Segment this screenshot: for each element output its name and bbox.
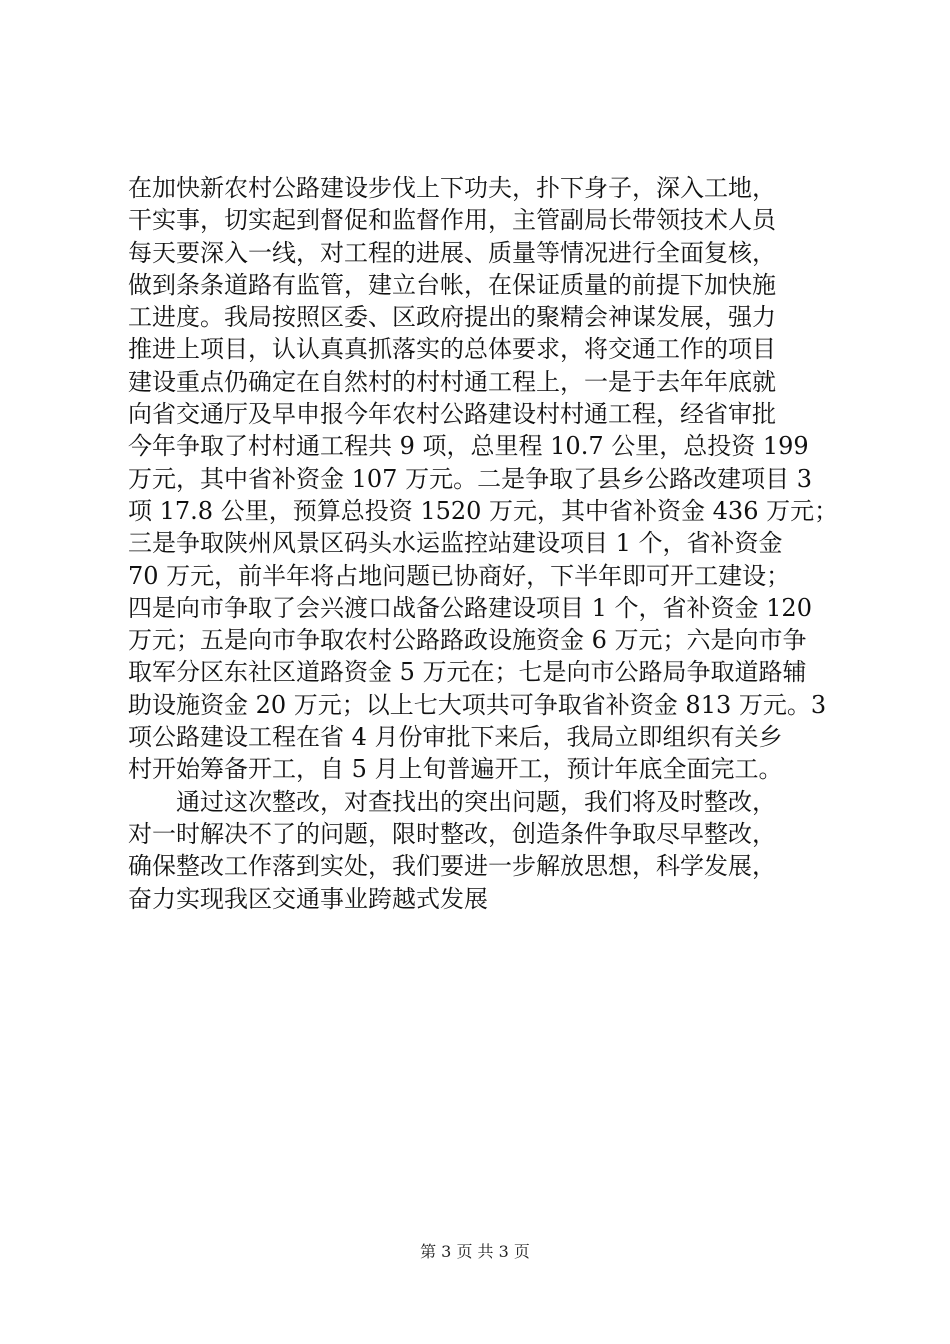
- text-line: 四是向市争取了会兴渡口战备公路建设项目 1 个，省补资金 120: [128, 593, 812, 622]
- text-line: 工进度。我局按照区委、区政府提出的聚精会神谋发展，强力: [128, 303, 776, 332]
- paragraph-start-line: 通过这次整改，对查找出的突出问题，我们将及时整改，: [176, 787, 776, 816]
- text-line: 助设施资金 20 万元；以上七大项共可争取省补资金 813 万元。3: [128, 690, 827, 719]
- text-line: 确保整改工作落到实处，我们要进一步解放思想，科学发展，: [128, 852, 776, 881]
- text-line: 干实事，切实起到督促和监督作用，主管副局长带领技术人员: [128, 206, 776, 235]
- page-number-footer: 第 3 页 共 3 页: [420, 1242, 530, 1261]
- text-line: 万元，其中省补资金 107 万元。二是争取了县乡公路改建项目 3: [128, 464, 812, 493]
- body-text: [128, 172, 839, 915]
- text-line: 向省交通厅及早申报今年农村公路建设村村通工程，经省审批: [128, 400, 776, 429]
- text-line: 在加快新农村公路建设步伐上下功夫，扑下身子，深入工地，: [128, 174, 776, 202]
- text-line: 建设重点仍确定在自然村的村村通工程上，一是于去年年底就: [128, 367, 776, 396]
- text-line: 项公路建设工程在省 4 月份审批下来后，我局立即组织有关乡: [128, 723, 783, 752]
- text-line: 奋力实现我区交通事业跨越式发展: [128, 884, 488, 913]
- text-line: 对一时解决不了的问题，限时整改，创造条件争取尽早整改，: [128, 819, 776, 848]
- text-line: 推进上项目，认认真真抓落实的总体要求，将交通工作的项目: [128, 335, 776, 364]
- text-line: 每天要深入一线，对工程的进展、质量等情况进行全面复核，: [128, 238, 776, 267]
- text-line: 三是争取陕州风景区码头水运监控站建设项目 1 个，省补资金: [128, 529, 783, 558]
- text-line: 村开始筹备开工，自 5 月上旬普遍开工，预计年底全面完工。: [128, 755, 783, 784]
- text-line: 做到条条道路有监管，建立台帐，在保证质量的前提下加快施: [128, 270, 776, 299]
- text-line: 项 17.8 公里，预算总投资 1520 万元，其中省补资金 436 万元；: [128, 496, 839, 525]
- text-line: 70 万元，前半年将占地问题已协商好，下半年即可开工建设；: [128, 561, 791, 590]
- text-line: 万元；五是向市争取农村公路路政设施资金 6 万元；六是向市争: [128, 626, 807, 655]
- text-line: 今年争取了村村通工程共 9 项，总里程 10.7 公里，总投资 199: [128, 432, 809, 461]
- text-line: 取军分区东社区道路资金 5 万元在；七是向市公路局争取道路辅: [128, 658, 807, 687]
